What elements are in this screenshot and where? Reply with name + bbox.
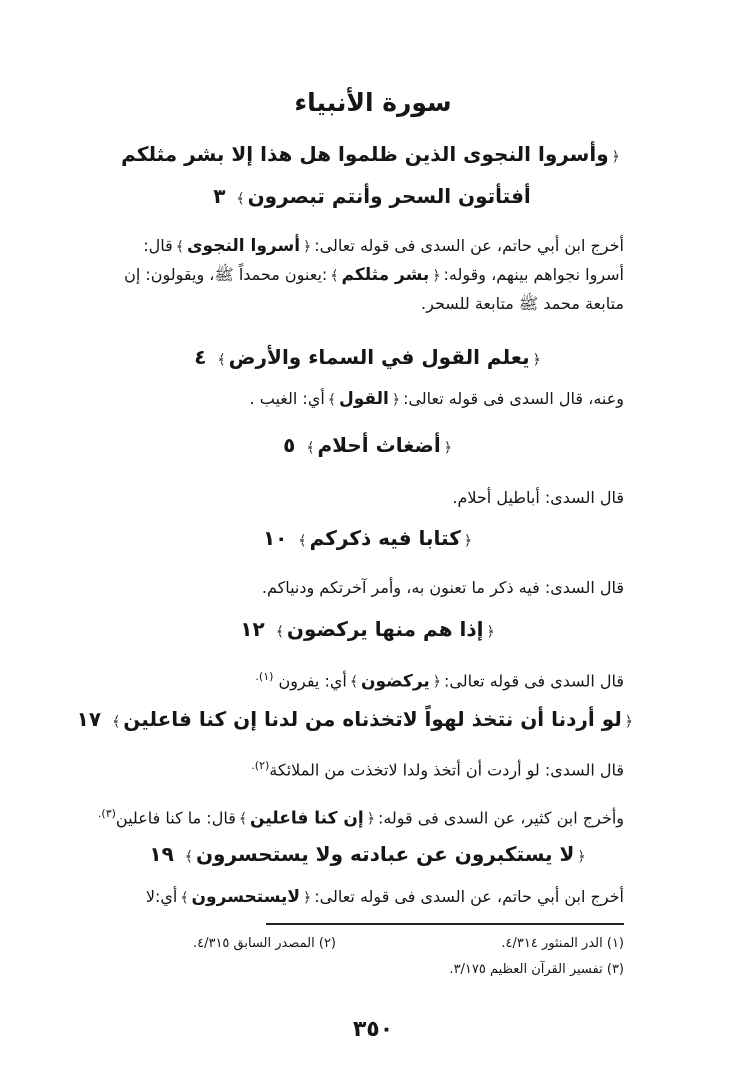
footnote-1: (١) الدر المنثور ٤/٣١٤. [501, 936, 624, 951]
verse-close-ornament: ﴾ [238, 811, 248, 828]
quran-reference: يركضون [361, 671, 430, 692]
verse-5 [114, 433, 624, 457]
verse-4-text: يعلم القول في السماء والأرض [228, 345, 530, 369]
verse-5-text: أضغاث أحلام [317, 433, 441, 457]
commentary-text: وأخرج ابن كثير، عن السدى فى قوله: [377, 808, 624, 828]
verse-close-ornament: ﴾ [306, 440, 315, 456]
verse-open-ornament: ﴿ [432, 268, 441, 284]
commentary-verse-17a [114, 752, 624, 784]
commentary-verse-3 [114, 232, 624, 318]
commentary-verse-5: قال السدى: أباطيل أحلام. [452, 488, 624, 507]
footnote-marker: (١). [255, 670, 274, 683]
commentary-verse-19 [114, 883, 624, 912]
verse-17 [76, 707, 636, 731]
verse-close-ornament: ﴾ [175, 239, 184, 255]
verse-number: ٥ [283, 433, 296, 457]
verse-close-ornament: ﴾ [217, 352, 226, 368]
verse-open-ornament: ﴿ [486, 624, 495, 640]
commentary-text: :يعنون محمداً ﷺ، ويقولون: إن متابعة محمد ﷺ متابعة للسحر. [124, 265, 624, 313]
verse-19-text: لا يستكبرون عن عبادته ولا يستحسرون [195, 842, 575, 866]
commentary-verse-17b [97, 800, 624, 833]
quran-reference: إن كنا فاعلين [250, 808, 364, 829]
verse-close-ornament: ﴾ [180, 890, 189, 906]
commentary-text: أي:لا [145, 887, 178, 906]
verse-4 [114, 345, 624, 369]
verse-number: ١٠ [262, 526, 288, 550]
verse-open-ornament: ﴿ [391, 392, 401, 408]
verse-number: ١٩ [149, 842, 174, 866]
quran-reference: القول [339, 389, 389, 409]
footnote-3: (٣) تفسير القرآن العظيم ٣/١٧٥. [449, 962, 624, 977]
verse-close-ornament: ﴾ [275, 624, 284, 640]
verse-open-ornament: ﴿ [432, 674, 441, 691]
commentary-text: وعنه، قال السدى فى قوله تعالى: [403, 389, 624, 408]
verse-close-ornament: ﴾ [327, 392, 336, 408]
verse-17-text: لو أردنا أن نتخذ لهواً لاتخذناه من لدنا إن كنا فاعلين [123, 707, 622, 731]
verse-12 [114, 617, 624, 641]
verse-3-text-1: وأسروا النجوى الذين ظلموا هل هذا إلا بشر مثلكم [121, 142, 609, 166]
verse-number: ١٧ [76, 707, 102, 731]
commentary-text: قال السدى: لو أردت أن أتخذ ولدا لاتخذت من الملائكة [269, 760, 624, 780]
commentary-text: قال السدى فى قوله تعالى: [443, 671, 624, 691]
verse-open-ornament: ﴿ [577, 849, 586, 865]
quran-reference: لايستحسرون [191, 887, 301, 907]
commentary-text: قال: أسروا نجواهم بينهم، وقوله: [143, 236, 624, 284]
verse-10 [114, 526, 624, 550]
footnote-marker: (٢). [251, 759, 270, 772]
verse-close-ornament: ﴾ [349, 674, 359, 691]
verse-open-ornament: ﴿ [463, 533, 473, 549]
verse-number: ١٢ [240, 617, 265, 641]
footnote-divider [266, 923, 624, 925]
verse-3-line-1 [108, 142, 636, 166]
commentary-text: أخرج ابن أبي حاتم، عن السدى فى قوله تعالى: [314, 887, 624, 906]
verse-close-ornament: ﴾ [330, 268, 339, 284]
verse-open-ornament: ﴿ [303, 239, 312, 255]
verse-close-ornament: ﴾ [112, 714, 121, 730]
verse-open-ornament: ﴿ [443, 440, 452, 456]
verse-open-ornament: ﴿ [624, 714, 633, 730]
verse-close-ornament: ﴾ [298, 533, 307, 549]
commentary-text: قال: ما كنا فاعلين [115, 808, 236, 828]
verse-open-ornament: ﴿ [303, 890, 312, 906]
commentary-text: أخرج ابن أبي حاتم، عن السدى فى قوله تعالى: [314, 236, 624, 255]
commentary-text: أي: الغيب . [249, 389, 325, 408]
commentary-verse-10: قال السدى: فيه ذكر ما تعنون به، وأمر آخرتكم ودنياكم. [261, 578, 624, 597]
verse-10-text: كتابا فيه ذكركم [309, 526, 461, 550]
verse-19 [114, 842, 624, 866]
verse-close-ornament: ﴾ [184, 849, 193, 865]
verse-open-ornament: ﴿ [611, 149, 620, 165]
quran-reference: أسروا النجوى [186, 236, 301, 256]
commentary-verse-4 [114, 385, 624, 414]
sura-title: سورة الأنبياء [294, 88, 452, 117]
page-number: ٣٥٠ [352, 1017, 394, 1042]
verse-3-text-2: أفتأتون السحر وأنتم تبصرون [247, 184, 531, 208]
verse-close-ornament: ﴾ [236, 191, 245, 207]
verse-open-ornament: ﴿ [532, 352, 541, 368]
verse-open-ornament: ﴿ [366, 811, 375, 828]
verse-number: ٣ [213, 184, 226, 208]
footnote-2: (٢) المصدر السابق ٤/٣١٥. [192, 936, 336, 951]
commentary-text: أي: يفرون [278, 671, 347, 691]
verse-12-text: إذا هم منها يركضون [286, 617, 484, 641]
quran-reference: بشر مثلكم [341, 265, 430, 285]
commentary-verse-12 [114, 663, 624, 696]
verse-3-line-2 [108, 184, 636, 208]
footnote-marker: (٣). [97, 807, 116, 820]
verse-number: ٤ [194, 345, 207, 369]
